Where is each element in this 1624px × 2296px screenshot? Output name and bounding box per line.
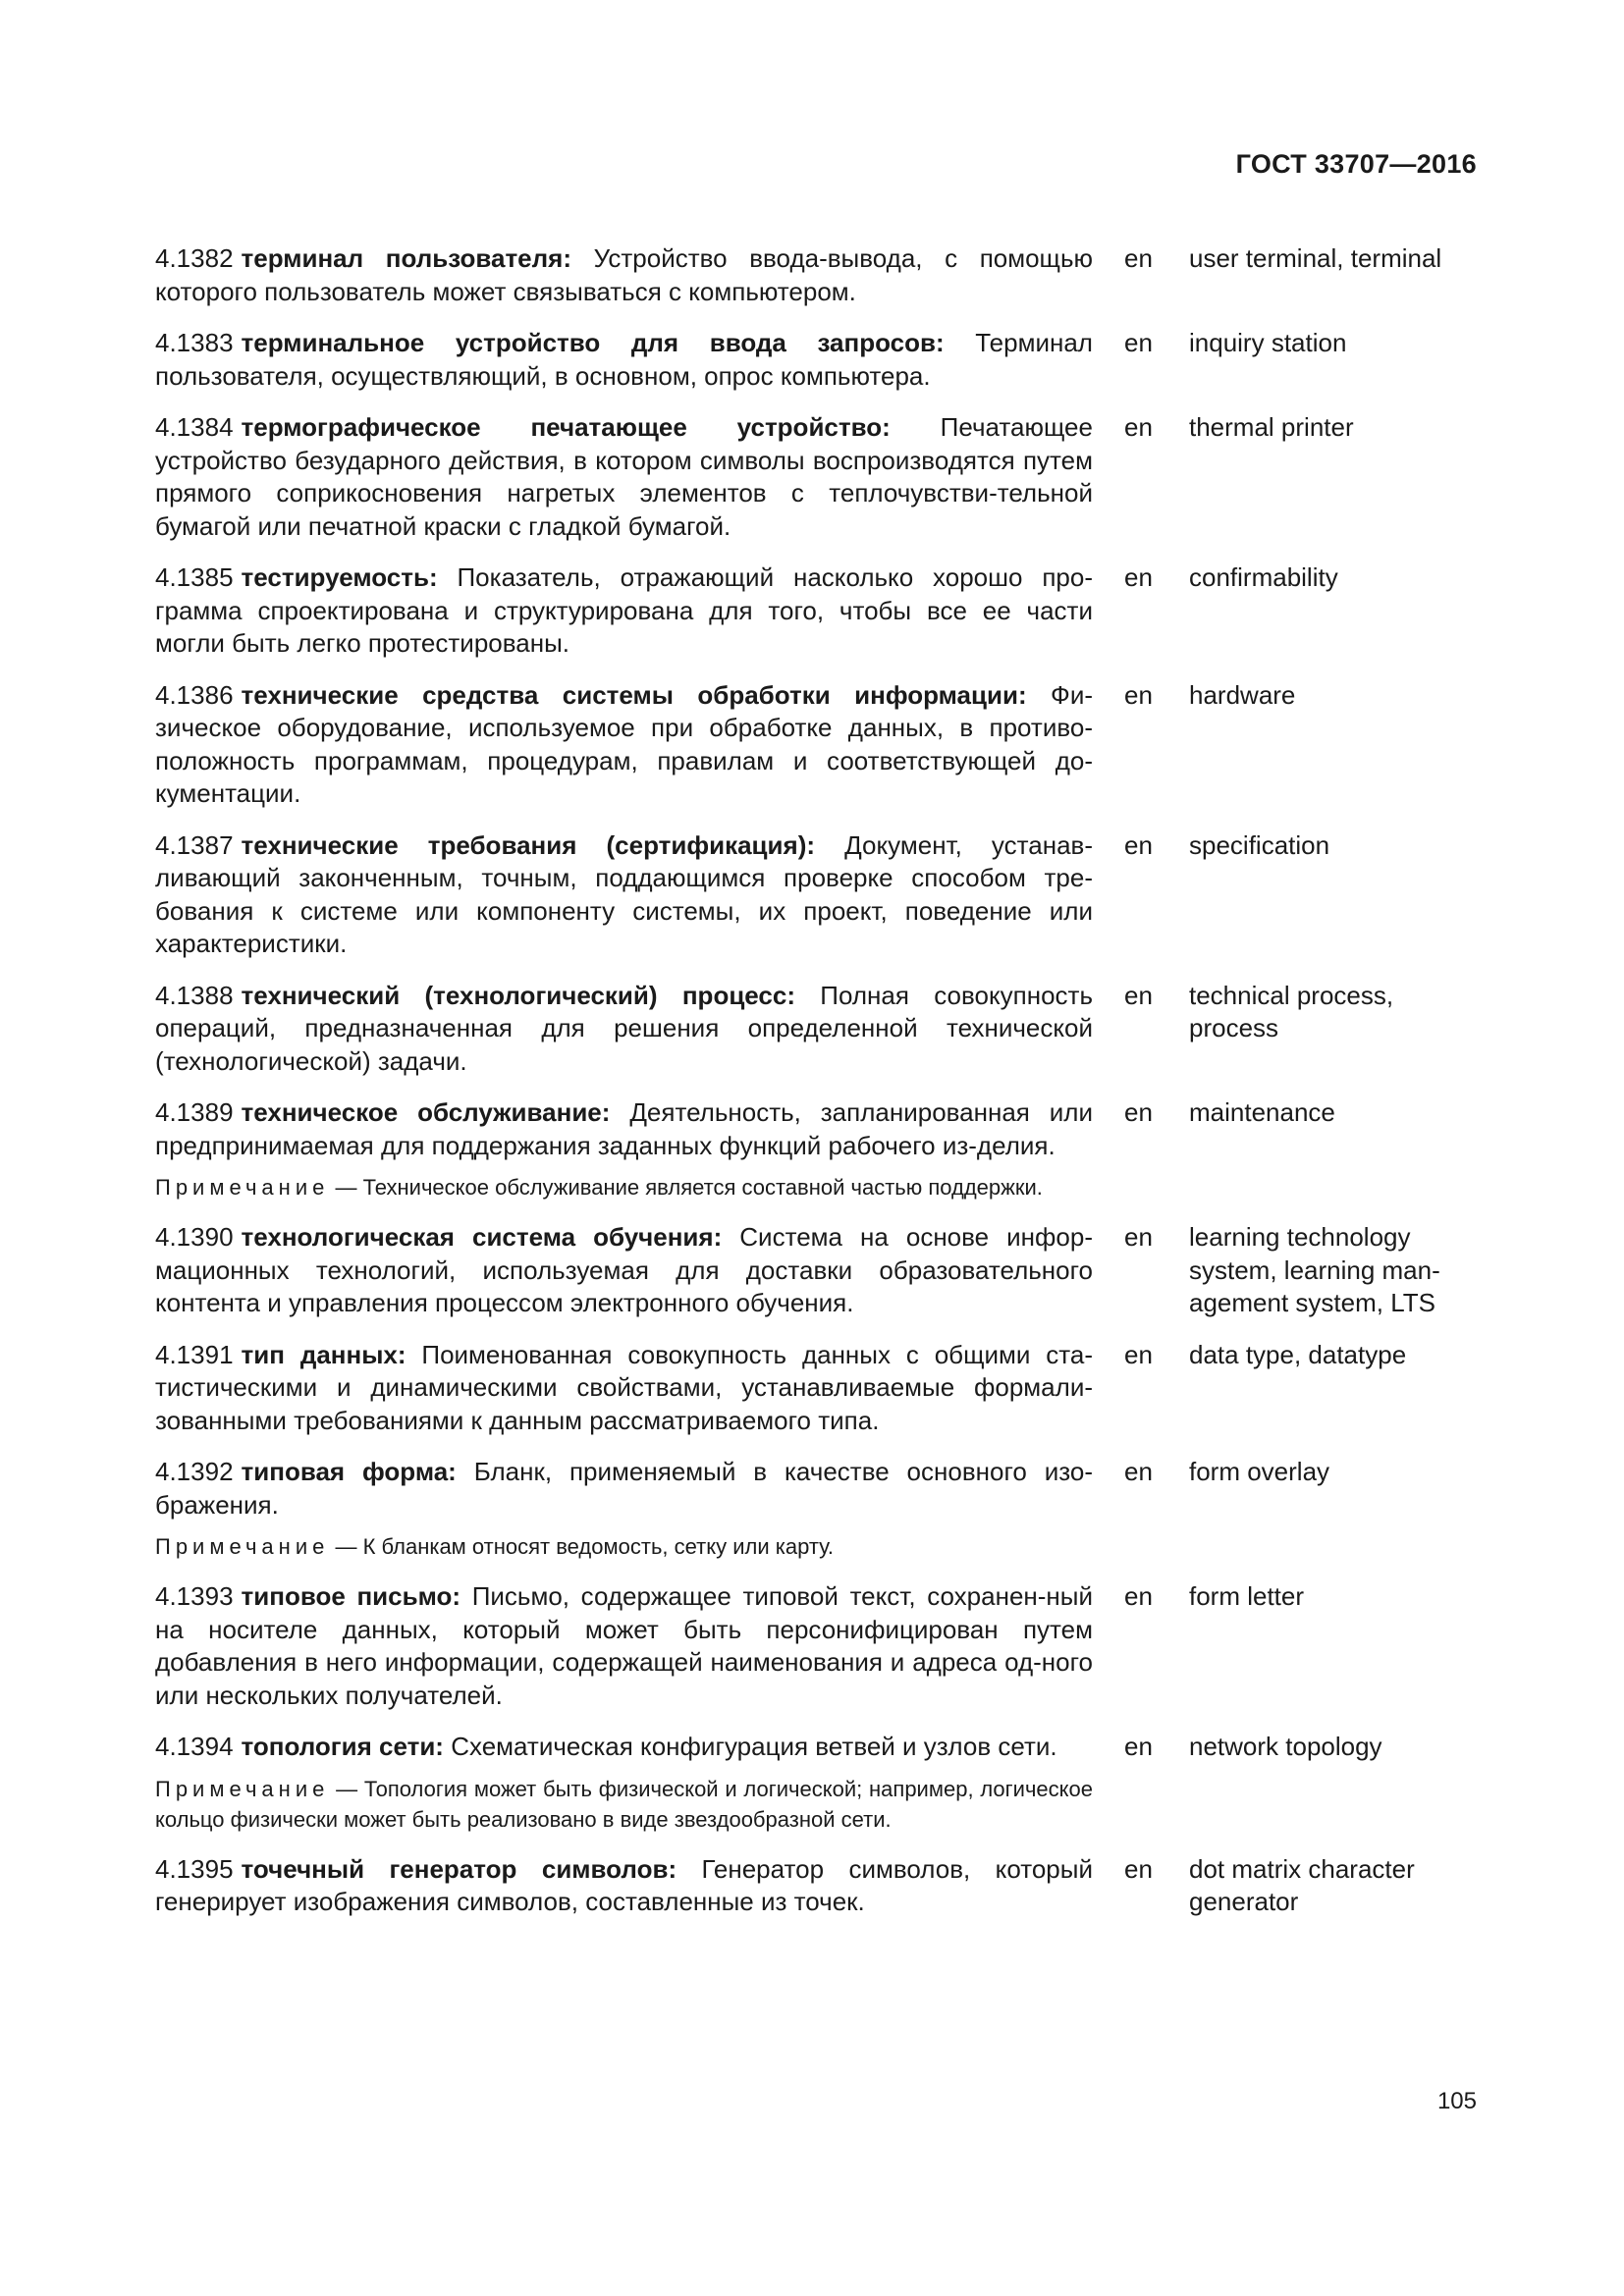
term-number: 4.1389 [155, 1097, 234, 1127]
term-name: термографическое печатающее устройство: [241, 412, 891, 442]
term-name: технологическая система обучения: [241, 1222, 723, 1252]
note-label: Примечание [155, 1776, 330, 1801]
note-text: — К бланкам относят ведомость, сетку или карту. [335, 1534, 835, 1559]
term-number: 4.1386 [155, 679, 234, 710]
term-definition: Печатающее устройство безударного действия, в котором символы воспроизводятся путем прямого соприкосновения нагретых элементов с теплочувстви-тельной бумагой или печатной краски с гладкой бумагой. [155, 412, 1093, 541]
term-text [155, 1853, 1093, 1919]
term-definition: Схематическая конфигурация ветвей и узлов сети. [451, 1732, 1057, 1761]
term-definition: Генератор символов, который генерирует изображения символов, составленные из точек. [155, 1853, 1093, 1916]
term-number: 4.1388 [155, 980, 234, 1010]
english-equivalent: thermal printer [1189, 412, 1354, 442]
term-number: 4.1392 [155, 1457, 234, 1486]
term-text [155, 327, 1093, 393]
term-entry [155, 1096, 1481, 1162]
term-text [155, 1339, 1093, 1438]
term-name: терминал пользователя: [241, 243, 571, 273]
term-number: 4.1393 [155, 1581, 234, 1611]
term-name: топология сети: [241, 1732, 444, 1761]
term-text [155, 829, 1093, 961]
term-number: 4.1383 [155, 328, 234, 357]
term-text [155, 1221, 1093, 1320]
english-equivalent: form letter [1189, 1581, 1305, 1611]
language-code: en [1124, 829, 1153, 860]
term-definition: Показатель, отражающий насколько хорошо про-грамма спроектирована и структурирована для того, чтобы все ее части могли быть легко протестированы. [155, 562, 1093, 658]
term-name: типовая форма: [241, 1457, 457, 1486]
term-text [155, 1456, 1093, 1522]
term-text [155, 1096, 1093, 1162]
term-entry [155, 561, 1481, 661]
language-code: en [1124, 562, 1153, 592]
term-number: 4.1394 [155, 1732, 234, 1761]
term-name: техническое обслуживание: [241, 1097, 611, 1127]
term-entry [155, 1339, 1481, 1438]
term-entry [155, 1221, 1481, 1320]
note-text: — Топология может быть физической и логической; например, логическое кольцо физически может быть реализовано в виде звездообразной сети. [155, 1776, 1093, 1832]
term-name: технический (технологический) процесс: [241, 980, 795, 1010]
term-text [155, 679, 1093, 811]
term-definition: Терминал пользователя, осуществляющий, в основном, опрос компьютера. [155, 328, 1093, 391]
english-equivalent: network topology [1189, 1732, 1382, 1761]
term-number: 4.1390 [155, 1222, 234, 1252]
term-text [155, 1731, 1093, 1764]
term-definition: Устройство ввода-вывода, с помощью которого пользователь может связываться с компьютером. [155, 243, 1093, 306]
term-name: точечный генератор символов: [241, 1853, 677, 1884]
term-text [155, 561, 1093, 661]
term-note [155, 1774, 1093, 1835]
note-label: Примечание [155, 1534, 330, 1559]
english-equivalent: hardware [1189, 679, 1296, 710]
language-code: en [1124, 1457, 1153, 1486]
note-text: — Техническое обслуживание является составной частью поддержки. [335, 1175, 1043, 1200]
term-definition: Письмо, содержащее типовой текст, сохранен-ный на носителе данных, который может быть персонифицирован путем добавления в него информации, содержащей наименования и адреса од-ного или нескольких получателей. [155, 1581, 1093, 1710]
term-entries-list [155, 242, 1481, 1938]
term-number: 4.1391 [155, 1339, 234, 1369]
language-code: en [1124, 412, 1153, 442]
page-number: 105 [1436, 2088, 1477, 2114]
term-entry [155, 829, 1481, 961]
term-entry [155, 242, 1481, 308]
term-entry [155, 411, 1481, 543]
english-equivalent: specification [1189, 829, 1330, 860]
language-code: en [1124, 1853, 1153, 1884]
language-code: en [1124, 1222, 1153, 1252]
english-equivalent: dot matrix character generator [1189, 1853, 1415, 1916]
term-entry [155, 1580, 1481, 1712]
term-entry [155, 1456, 1481, 1522]
english-equivalent: technical process, process [1189, 980, 1394, 1042]
term-number: 4.1384 [155, 412, 234, 442]
term-name: тип данных: [241, 1339, 406, 1369]
english-equivalent: maintenance [1189, 1097, 1335, 1127]
term-number: 4.1387 [155, 829, 234, 860]
language-code: en [1124, 1097, 1153, 1127]
term-name: тестируемость: [241, 562, 438, 592]
term-name: технические средства системы обработки информации: [241, 679, 1027, 710]
language-code: en [1124, 243, 1153, 273]
term-definition: Полная совокупность операций, предназначенная для решения определенной технической (технологической) задачи. [155, 980, 1093, 1076]
language-code: en [1124, 1581, 1153, 1611]
language-code: en [1124, 1732, 1153, 1761]
language-code: en [1124, 328, 1153, 357]
term-definition: Деятельность, запланированная или предпринимаемая для поддержания заданных функций рабочего из-делия. [155, 1097, 1093, 1160]
term-text [155, 242, 1093, 308]
english-equivalent: data type, datatype [1189, 1339, 1407, 1369]
term-text [155, 411, 1093, 543]
term-note [155, 1172, 1093, 1202]
term-number: 4.1385 [155, 562, 234, 592]
language-code: en [1124, 679, 1153, 710]
english-equivalent: inquiry station [1189, 328, 1347, 357]
term-text [155, 1580, 1093, 1712]
term-entry [155, 980, 1481, 1079]
english-equivalent: user terminal, terminal [1189, 243, 1442, 273]
term-definition: Бланк, применяемый в качестве основного изо-бражения. [155, 1457, 1094, 1520]
language-code: en [1124, 980, 1153, 1010]
term-definition: Фи-зическое оборудование, используемое при обработке данных, в противо-положность программам, процедурам, правилам и соответствующей до-кументации. [155, 679, 1093, 808]
term-entry [155, 679, 1481, 811]
term-definition: Поименованная совокупность данных с общими ста-тистическими и динамическими свойствами, устанавливаемые формали-зованными требованиями к данным рассматриваемого типа. [155, 1339, 1093, 1435]
term-note [155, 1531, 1093, 1562]
language-code: en [1124, 1339, 1153, 1369]
term-name: типовое письмо: [241, 1581, 461, 1611]
term-entry [155, 1731, 1481, 1764]
term-name: технические требования (сертификация): [241, 829, 816, 860]
term-definition: Документ, устанав-ливающий законченным, точным, поддающимся проверке способом тре-бования к системе или компоненту системы, их проект, поведение или характеристики. [155, 829, 1094, 958]
english-equivalent: learning technology system, learning man-agement system, LTS [1189, 1222, 1440, 1317]
note-label: Примечание [155, 1175, 330, 1200]
document-code-header: ГОСТ 33707—2016 [1235, 149, 1477, 179]
term-name: терминальное устройство для ввода запросов: [241, 328, 945, 357]
english-equivalent: confirmability [1189, 562, 1338, 592]
term-text [155, 980, 1093, 1079]
term-entry [155, 1853, 1481, 1919]
term-number: 4.1395 [155, 1853, 234, 1884]
term-entry [155, 327, 1481, 393]
term-number: 4.1382 [155, 243, 234, 273]
term-definition: Система на основе инфор-мационных технологий, используемая для доставки образовательного контента и управления процессом электронного обучения. [155, 1222, 1093, 1317]
english-equivalent: form overlay [1189, 1457, 1330, 1486]
